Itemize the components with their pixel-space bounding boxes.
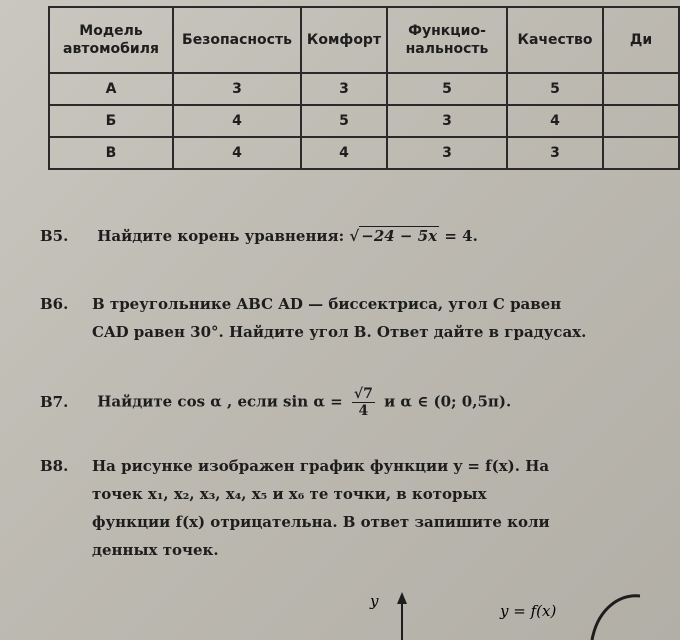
table-row: [49, 137, 679, 169]
problem-b8: [40, 452, 550, 564]
problem-line: В треугольнике ABC AD — биссектриса, угол C равен: [92, 295, 562, 313]
problem-line: денных точек.: [92, 541, 219, 559]
table-cell: 4: [173, 137, 301, 169]
table-cell: 4: [301, 137, 387, 169]
table-cell: 4: [507, 105, 603, 137]
fraction-denominator: 4: [358, 403, 369, 419]
table-cell: 3: [173, 73, 301, 105]
function-label: y = f(x): [500, 602, 557, 620]
table-cell: В: [49, 137, 173, 169]
fraction: [352, 386, 375, 419]
problem-line: CAD равен 30°. Найдите угол B. Ответ дайте в градусах.: [92, 323, 587, 341]
table-cell: 3: [301, 73, 387, 105]
table-cell: 3: [387, 137, 507, 169]
radical-sign: √: [349, 227, 360, 245]
table-cell: А: [49, 73, 173, 105]
problem-number: B7.: [40, 392, 69, 411]
equation-rhs: = 4.: [444, 227, 478, 245]
problem-b6: [40, 290, 586, 346]
function-graph-fragment: [340, 588, 640, 640]
header-cut-off: Ди: [603, 7, 679, 73]
problem-text: Найдите cos α , если sin α =: [97, 392, 343, 411]
problem-tail: и α ∈ (0; 0,5π).: [384, 392, 512, 411]
problem-line: функции f(x) отрицательна. В ответ запишите коли: [92, 513, 550, 531]
problem-b5: [40, 222, 478, 250]
fraction-numerator: √7: [353, 386, 373, 402]
problem-line: На рисунке изображен график функции y = f(x). На: [92, 457, 550, 475]
table-header-row: [49, 7, 679, 73]
function-curve: [592, 596, 640, 640]
table-cell: [603, 105, 679, 137]
problem-b7: [40, 386, 511, 419]
y-axis-label: y: [370, 592, 379, 610]
y-axis-arrow: [397, 592, 407, 604]
problem-line: точек x₁, x₂, x₃, x₄, x₅ и x₆ те точки, в которых: [92, 485, 487, 503]
table-cell: 3: [507, 137, 603, 169]
header-model: Модель автомобиля: [49, 7, 173, 73]
table-cell: 5: [301, 105, 387, 137]
table-cell: 5: [507, 73, 603, 105]
table-cell: 5: [387, 73, 507, 105]
table-cell: [603, 73, 679, 105]
table-row: [49, 105, 679, 137]
problem-number: B6.: [40, 295, 69, 313]
problem-number: B5.: [40, 227, 69, 245]
problem-number: B8.: [40, 457, 69, 475]
table-cell: Б: [49, 105, 173, 137]
table-cell: [603, 137, 679, 169]
header-quality: Качество: [507, 7, 603, 73]
table-row: [49, 73, 679, 105]
car-rating-table: [48, 6, 680, 170]
table-cell: 3: [387, 105, 507, 137]
header-comfort: Комфорт: [301, 7, 387, 73]
header-safety: Безопасность: [173, 7, 301, 73]
table-cell: 4: [173, 105, 301, 137]
radicand: −24 − 5x: [361, 227, 438, 245]
problem-text: Найдите корень уравнения:: [97, 227, 345, 245]
header-functionality: Функцио-нальность: [387, 7, 507, 73]
